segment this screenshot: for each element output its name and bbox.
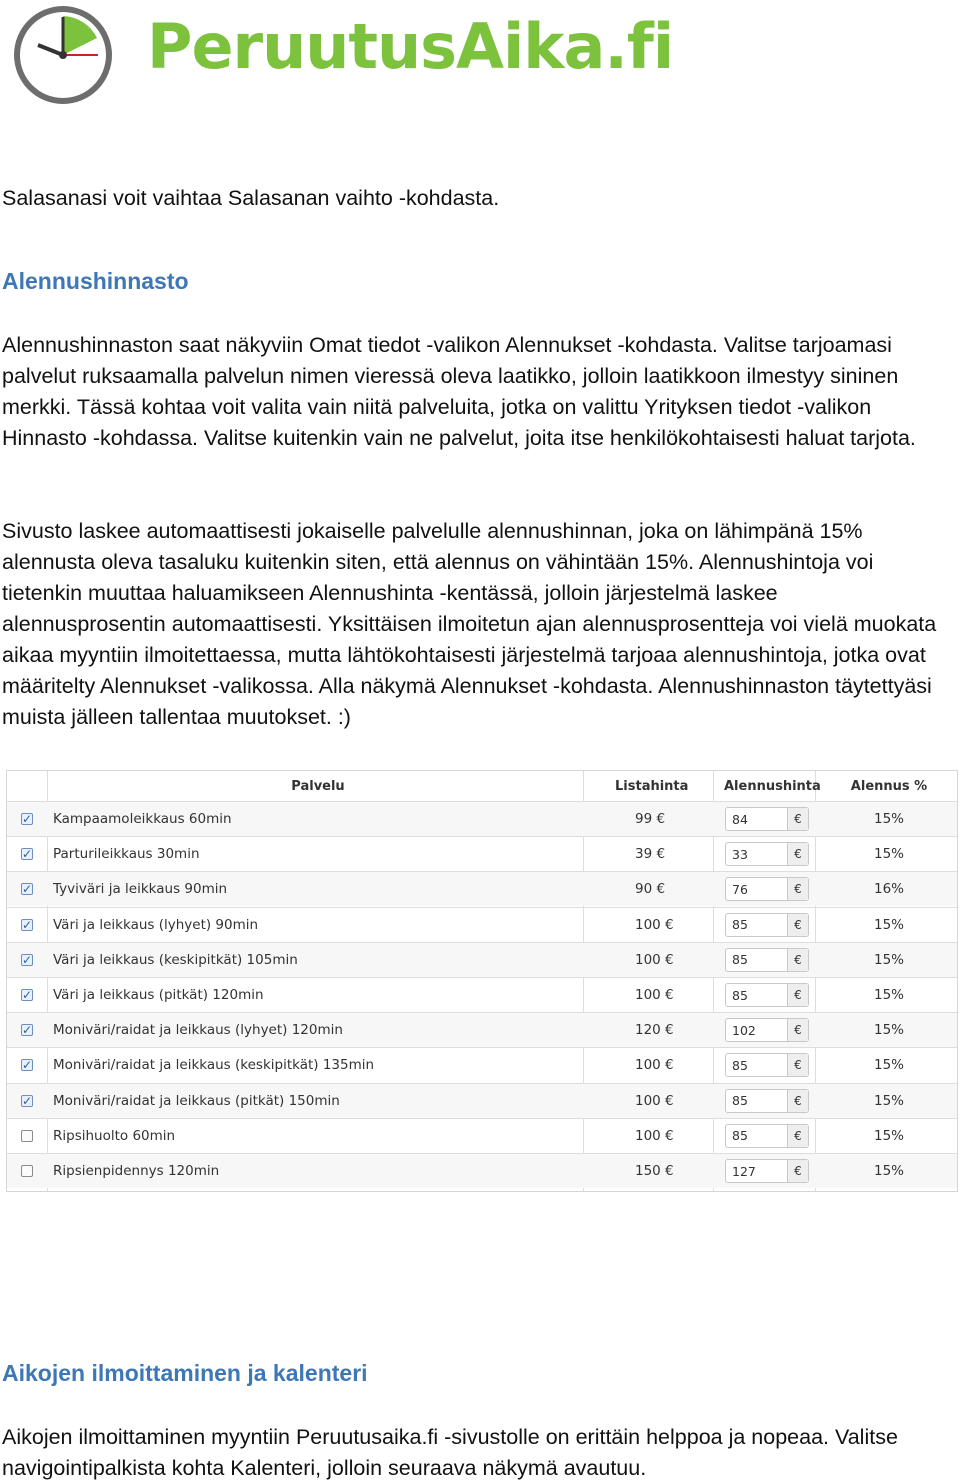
discount-price-value: 85 [732,987,748,1003]
list-price: 100 € [635,987,674,1003]
discount-percent: 15% [873,846,904,863]
discount-price-input[interactable] [725,807,809,831]
discount-price-input[interactable] [725,877,809,901]
list-price: 90 € [635,881,666,898]
clock-icon [10,2,120,110]
currency-addon: € [787,914,808,936]
currency-addon: € [787,878,808,900]
currency-addon: € [787,808,808,830]
discount-percent: 16% [873,881,904,898]
service-name: Moniväri/raidat ja leikkaus (lyhyet) 120min [53,1022,343,1039]
list-price: 99 € [635,811,666,827]
table-row [7,1118,957,1153]
service-name: Moniväri/raidat ja leikkaus (keskipitkät) 135min [53,1057,375,1074]
table-row [7,1153,957,1188]
list-price: 120 € [635,1022,674,1039]
calendar-intro-paragraph: Aikojen ilmoittaminen myyntiin Peruutusaika.fi -sivustolle on erittäin helppoa ja nopeaa. Valitse navigointipalkista kohta Kalenteri, jolloin seuraava näkymä avautuu. [2,1425,898,1480]
service-name: Tyviväri ja leikkaus 90min [53,881,228,898]
service-checkbox[interactable]: ✓ [21,847,33,862]
service-name: Väri ja leikkaus (keskipitkät) 105min [53,951,298,968]
table-row [7,942,957,977]
discount-price-input[interactable] [725,1053,809,1077]
service-name: Moniväri/raidat ja leikkaus (pitkät) 150min [53,1092,340,1109]
currency-addon: € [787,949,808,971]
discount-price-input[interactable] [725,1018,809,1042]
discount-calc-paragraph: Sivusto laskee automaattisesti jokaiselle palvelulle alennushinnan, joka on lähimpänä 15% alennusta oleva tasaluku kuitenkin siten, että alennus on vähintään 15%. Alennushintoja voi tietenkin muuttaa haluamikseen Alennushinta -kentässä, jolloin järjestelmä laskee alennusprosentin automaattisesti. Yksittäisen ilmoitetun ajan alennusprosentteja voi vielä muokata aikaa myyntiin ilmoitettaessa, mutta lähtökohtaisesti järjestelmä tarjoaa alennushintoja, jotka ovat määritelty Alennukset -valikossa. Alla näkymä Alennukset -kohdasta. Alennushinnaston täytettyäsi muista jälleen tallentaa muutokset. :) [2,519,937,729]
table-row [7,977,957,1012]
discount-price-value: 127 [732,1163,756,1179]
service-checkbox[interactable]: ✓ [21,882,33,897]
logo-wordmark: PeruutusAika.fi [147,10,674,83]
currency-addon: € [787,1090,808,1112]
site-logo [10,2,674,110]
discount-price-input[interactable] [725,913,809,937]
discount-price-value: 85 [732,1057,748,1073]
discount-price-value: 102 [732,1022,756,1038]
discount-price-input[interactable] [725,1124,809,1148]
column-header-discount-pct: Alennus % [850,778,928,794]
column-header-service: Palvelu [291,778,345,794]
table-header-row [7,771,957,801]
list-price: 100 € [635,1127,674,1144]
service-checkbox[interactable]: ✓ [21,952,33,967]
service-name: Ripsihuolto 60min [53,1127,176,1144]
discount-price-input[interactable] [725,983,809,1007]
discount-price-input[interactable] [725,842,809,866]
discount-price-value: 85 [732,917,748,933]
discount-percent: 15% [873,1127,904,1144]
currency-addon: € [787,1019,808,1041]
discount-price-input[interactable] [725,948,809,972]
service-checkbox[interactable]: ✓ [21,1058,33,1073]
discount-price-input[interactable] [725,1089,809,1113]
list-price: 100 € [635,916,674,933]
heading-calendar: Aikojen ilmoittaminen ja kalenteri [2,1360,368,1386]
currency-addon: € [787,1054,808,1076]
list-price: 150 € [635,1163,674,1179]
service-name: Väri ja leikkaus (lyhyet) 90min [53,916,259,933]
service-name: Parturileikkaus 30min [53,846,200,863]
discount-percent: 15% [873,1057,904,1074]
service-checkbox[interactable]: ✓ [21,1023,33,1038]
service-name: Väri ja leikkaus (pitkät) 120min [53,987,264,1003]
service-checkbox[interactable] [21,1165,33,1177]
discount-table [6,770,958,1192]
currency-addon: € [787,1160,808,1182]
service-checkbox[interactable]: ✓ [21,812,33,826]
table-row [7,836,957,871]
table-row [7,871,957,906]
discount-price-value: 33 [732,846,748,862]
currency-addon: € [787,1125,808,1147]
discount-intro-paragraph: Alennushinnaston saat näkyviin Omat tiedot -valikon Alennukset -kohdasta. Valitse tarjoamasi palvelut ruksaamalla palvelun nimen vieressä oleva laatikko, jolloin laatikkoon ilmestyy sininen merkki. Tässä kohtaa voit valita vain niitä palveluita, jotka on valittu Yrityksen tiedot -valikon Hinnasto -kohdassa. Valitse kuitenkin vain ne palvelut, joita itse henkilökohtaisesti haluat tarjota. [2,333,916,450]
list-price: 39 € [635,846,666,863]
table-row [7,907,957,942]
password-paragraph: Salasanasi voit vaihtaa Salasanan vaihto -kohdasta. [2,186,500,210]
discount-price-value: 85 [732,1093,748,1109]
service-checkbox[interactable]: ✓ [21,1093,33,1108]
service-name: Kampaamoleikkaus 60min [53,811,232,827]
column-header-discount-price: Alennushinta [724,778,821,794]
table-row [7,1083,957,1118]
service-checkbox[interactable] [21,1130,33,1142]
discount-percent: 15% [873,811,904,827]
discount-percent: 15% [873,1022,904,1039]
heading-discounts: Alennushinnasto [2,268,189,294]
discount-price-value: 85 [732,1128,748,1144]
list-price: 100 € [635,951,674,968]
discount-percent: 15% [873,916,904,933]
currency-addon: € [787,984,808,1006]
service-checkbox[interactable]: ✓ [21,988,33,1002]
discount-percent: 15% [873,1092,904,1109]
discount-percent: 15% [873,951,904,968]
column-header-list-price: Listahinta [615,778,689,794]
service-checkbox[interactable]: ✓ [21,917,33,932]
list-price: 100 € [635,1057,674,1074]
discount-price-input[interactable] [725,1159,809,1183]
table-row [7,801,957,836]
table-row [7,1047,957,1082]
currency-addon: € [787,843,808,865]
service-name: Ripsienpidennys 120min [53,1163,220,1179]
discount-price-value: 85 [732,952,748,968]
discount-percent: 15% [873,1163,904,1179]
table-row [7,1012,957,1047]
list-price: 100 € [635,1092,674,1109]
discount-price-value: 84 [732,811,748,827]
discount-percent: 15% [873,987,904,1003]
discount-price-value: 76 [732,881,748,897]
